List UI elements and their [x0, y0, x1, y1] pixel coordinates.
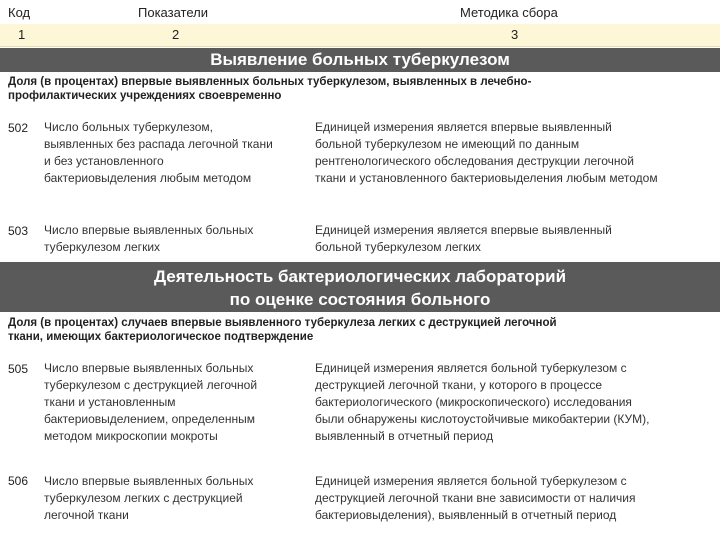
row-code-502: 502: [8, 121, 29, 135]
row-code-503: 503: [8, 224, 29, 238]
row-505-indicator: Число впервые выявленных больных туберкулезом с деструкцией легочной ткани и установленным бактериовыделением, определенным методом микроскопии мокроты: [44, 361, 258, 443]
section-title-bacteriology-labs: [0, 262, 720, 312]
row-502-method: Единицей измерения является впервые выявленный больной туберкулезом не имеющий по данным рентгенологического обследования деструкции легочной ткани и установленного бактериовыделения любым методом: [315, 120, 658, 185]
column-number-3: 3: [511, 27, 519, 42]
section-title-tb-detection: Выявление больных туберкулезом: [0, 48, 720, 72]
header-code: Код: [8, 5, 31, 20]
section2-indicator: Доля (в процентах) случаев впервые выявленного туберкулеза легких с деструкцией легочной ткани, имеющих бактериологическое подтверждение: [8, 317, 557, 343]
row-503-method: Единицей измерения является впервые выявленный больной туберкулезом легких: [315, 223, 612, 254]
column-number-2: 2: [172, 27, 180, 42]
row-506-method: Единицей измерения является больной туберкулезом с деструкцией легочной ткани вне зависимости от наличия бактериовыделения), выявленный в отчетный период: [315, 474, 636, 522]
column-number-row: [0, 24, 720, 47]
row-505-method: Единицей измерения является больной туберкулезом с деструкцией легочной ткани, у которого в процессе бактериологического (микроскопического) исследования были обнаружены кислотоустойчивые микобактерии (КУМ), выявленный в отчетный период: [315, 361, 650, 443]
table-header: [0, 0, 720, 24]
row-code-506: 506: [8, 474, 29, 488]
column-number-1: 1: [18, 27, 26, 42]
section1-indicator: Доля (в процентах) впервые выявленных больных туберкулезом, выявленных в лечебно- профилактических учреждениях своевременно: [8, 76, 532, 102]
section2-title-line2: по оценке состояния больного: [229, 290, 491, 309]
row-503-indicator: Число впервые выявленных больных туберкулезом легких: [44, 223, 254, 254]
header-indicators: Показатели: [138, 5, 208, 20]
row-506-indicator: Число впервые выявленных больных туберкулезом легких с деструкцией легочной ткани: [44, 474, 254, 522]
header-method: Методика сбора: [460, 5, 558, 20]
row-502-indicator: Число больных туберкулезом, выявленных без распада легочной ткани и без установленного бактериовыделения любым методом: [44, 120, 273, 185]
row-code-505: 505: [8, 362, 29, 376]
section2-title-line1: Деятельность бактериологических лабораторий: [153, 267, 567, 286]
